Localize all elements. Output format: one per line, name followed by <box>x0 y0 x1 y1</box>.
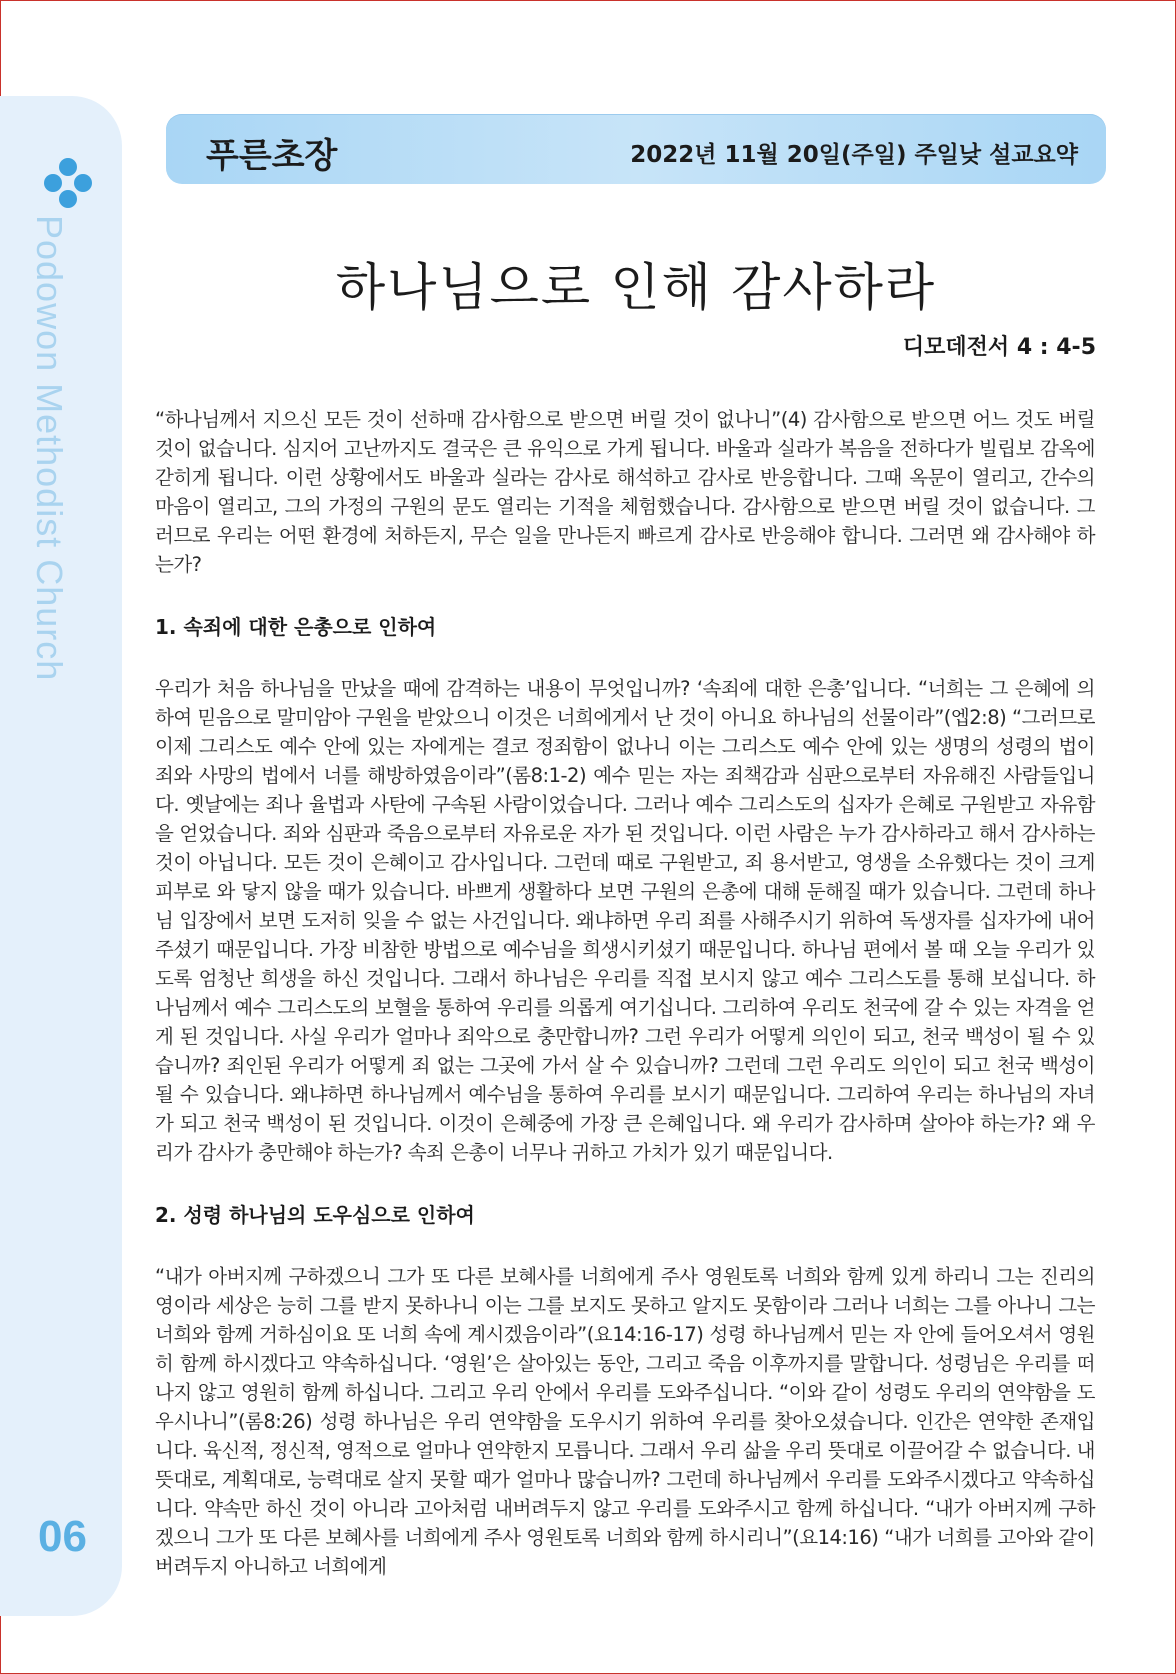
section-heading: 1. 속죄에 대한 은총으로 인하여 <box>155 615 437 639</box>
church-logo-icon <box>44 158 92 208</box>
section-body: 우리가 처음 하나님을 만났을 때에 감격하는 내용이 무엇입니까? ‘속죄에 대한 은총’입니다. “너희는 그 은혜에 의하여 믿음으로 말미암아 구원을 받았으니 이것은 너희에게서 난 것이 아니요 하나님의 선물이라”(엡2:8) “그러므로 이제 그리스도 예수 안에 있는 자에게는 결코 정죄함이 없나니 이는 그리스도 예수 안에 있는 생명의 성령의 법이 죄와 사망의 법에서 너를 해방하였음이라”(롬8:1-2) 예수 믿는 자는 죄책감과 심판으로부터 자유해진 사람들입니다. 옛날에는 죄나 율법과 사탄에 구속된 사람이었습니다. 그러나 예수 그리스도의 십자가 은혜로 구원받고 자유함을 얻었습니다. 죄와 심판과 죽음으로부터 자유로운 자가 된 것입니다. 이런 사람은 누가 감사하라고 해서 감사하는 것이 아닙니다. 모든 것이 은혜이고 감사입니다. 그런데 때로 구원받고, 죄 용서받고, 영생을 소유했다는 것이 크게 피부로 와 닿지 않을 때가 있습니다. 바쁘게 생활하다 보면 구원의 은총에 대해 둔해질 때가 있습니다. 그런데 하나님 입장에서 보면 도저히 잊을 수 없는 사건입니다. 왜냐하면 우리 죄를 사해주시기 위하여 독생자를 십자가에 내어주셨기 때문입니다. 가장 비참한 방법으로 예수님을 희생시키셨기 때문입니다. 하나님 편에서 볼 때 오늘 우리가 있도록 엄청난 희생을 하신 것입니다. 그래서 하나님은 우리를 직접 보시지 않고 예수 그리스도를 통해 보십니다. 하나님께서 예수 그리스도의 보혈을 통하여 우리를 의롭게 여기십니다. 그리하여 우리도 천국에 갈 수 있는 자격을 얻게 된 것입니다. 사실 우리가 얼마나 죄악으로 충만합니까? 그런 우리가 어떻게 의인이 되고, 천국 백성이 될 수 있습니까? 죄인된 우리가 어떻게 죄 없는 그곳에 가서 살 수 있습니까? 그런데 그런 우리도 의인이 되고 천국 백성이 될 수 있습니다. 왜냐하면 하나님께서 예수님을 통하여 우리를 보시기 때문입니다. 그리하여 우리는 하나님의 자녀가 되고 천국 백성이 된 것입니다. 이것이 은혜중에 가장 큰 은혜입니다. 왜 우리가 감사하며 살아야 하는가? 왜 우리가 감사가 충만해야 하는가? 속죄 은총이 너무나 귀하고 가치가 있기 때문입니다. <box>155 677 1095 1164</box>
header-date: 2022년 11월 20일(주일) 주일낮 설교요약 <box>630 142 1078 168</box>
church-name: Podowon Methodist Church <box>29 215 70 682</box>
sermon-title: 하나님으로 인해 감사하라 <box>335 259 937 318</box>
header-bar <box>166 114 1106 184</box>
page-number: 06 <box>38 1512 87 1561</box>
section-body: “내가 아버지께 구하겠으니 그가 또 다른 보혜사를 너희에게 주사 영원토록 너희와 함께 있게 하리니 그는 진리의 영이라 세상은 능히 그를 받지 못하나니 이는 그를 보지도 못하고 알지도 못함이라 그러나 너희는 그를 아나니 그는 너희와 함께 거하심이요 또 너희 속에 계시겠음이라”(요14:16-17) 성령 하나님께서 믿는 자 안에 들어오셔서 영원히 함께 하시겠다고 약속하십니다. ‘영원’은 살아있는 동안, 그리고 죽음 이후까지를 말합니다. 성령님은 우리를 떠나지 않고 영원히 함께 하십니다. 그리고 우리 안에서 우리를 도와주십니다. “이와 같이 성령도 우리의 연약함을 도우시나니”(롬8:26) 성령 하나님은 우리 연약함을 도우시기 위하여 우리를 찾아오셨습니다. 인간은 연약한 존재입니다. 육신적, 정신적, 영적으로 얼마나 연약한지 모릅니다. 그래서 우리 삶을 우리 뜻대로 이끌어갈 수 없습니다. 내 뜻대로, 계획대로, 능력대로 살지 못할 때가 얼마나 많습니까? 그런데 하나님께서 우리를 도와주시겠다고 약속하십니다. 약속만 하신 것이 아니라 고아처럼 내버려두지 않고 우리를 도와주시고 함께 하십니다. “내가 아버지께 구하겠으니 그가 또 다른 보혜사를 너희에게 주사 영원토록 너희와 함께 하시리니”(요14:16) “내가 너희를 고아와 같이 버려두지 아니하고 너희에게 <box>155 1265 1095 1578</box>
header-column-title: 푸른초장 <box>206 136 338 176</box>
intro-paragraph: “하나님께서 지으신 모든 것이 선하매 감사함으로 받으면 버릴 것이 없나니”(4) 감사함으로 받으면 어느 것도 버릴 것이 없습니다. 심지어 고난까지도 결국은 큰 유익으로 가게 됩니다. 바울과 실라가 복음을 전하다가 빌립보 감옥에 갇히게 됩니다. 이런 상황에서도 바울과 실라는 감사로 해석하고 감사로 반응합니다. 그때 옥문이 열리고, 간수의 마음이 열리고, 그의 가정의 구원의 문도 열리는 기적을 체험했습니다. 감사함으로 받으면 버릴 것이 없습니다. 그러므로 우리는 어떤 환경에 처하든지, 무슨 일을 만나든지 빠르게 감사로 반응해야 합니다. 그러면 왜 감사해야 하는가? <box>155 408 1095 576</box>
sermon-content <box>155 405 1095 1581</box>
section-heading: 2. 성령 하나님의 도우심으로 인하여 <box>155 1203 475 1227</box>
scripture-reference: 디모데전서 4 : 4-5 <box>902 335 1096 360</box>
